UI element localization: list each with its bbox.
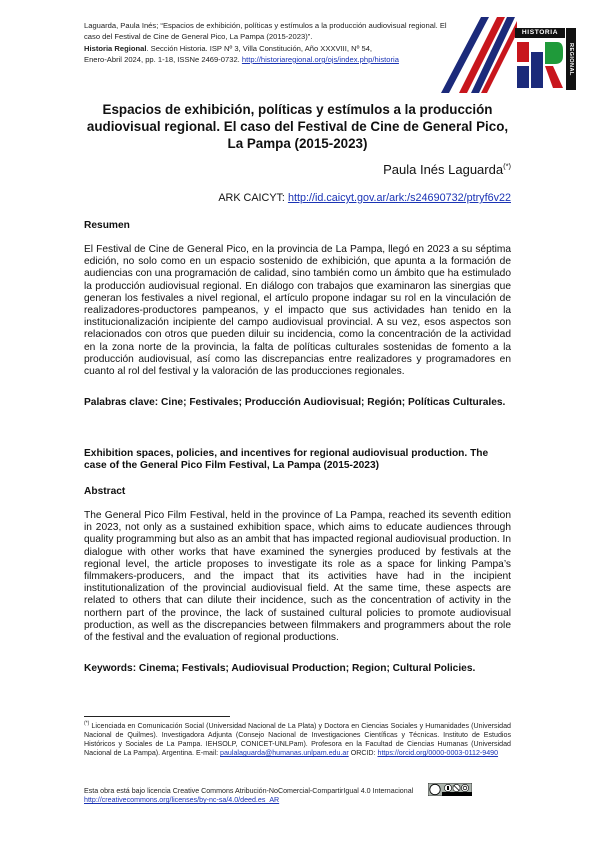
- citation-line-3-rest: . Sección Historia. ISP Nº 3, Villa Constitución, Año XXXVIII, Nº 54,: [146, 43, 373, 53]
- historia-regional-logo: [515, 28, 579, 90]
- citation-issn: Enero-Abril 2024, pp. 1-18, ISSNe 2469-0732.: [84, 54, 242, 64]
- footnote-mark: (*): [84, 720, 90, 727]
- cc-by-nc-sa-badge-icon[interactable]: [428, 783, 472, 796]
- journal-name: Historia Regional: [84, 43, 147, 53]
- resumen-heading: Resumen: [84, 220, 130, 231]
- license-link[interactable]: http://creativecommons.org/licenses/by-nc-sa/4.0/deed.es_AR: [84, 796, 280, 805]
- abstract-text: The General Pico Film Festival, held in the province of La Pampa, reached its seventh edition in 2023, not only as a sustained exhibition space, which aims to educate audiences through quality programming but also as an ambit that has impacted regional audiovisual production. In dialogue with other works that have examined the synergies produced by festivals at the regional level, the article proposes to investigate its role as a space for linking Pampa’s filmmakers-producers, and the impact that its activities have had in the incipient institutionalization of the provincial audiovisual field. At the same time, these aspects are related to others that can dilute their incidence, such as the concentration of activity in the northern part of the province, the lack of sustained cultural policies to promote audiovisual production, as well as the discrepancies between filmmakers and programmers about the role of the festival and the evaluation of regional productions.: [84, 510, 511, 644]
- citation-line-1: Laguarda, Paula Inés; “Espacios de exhibición, políticas y estímulos a la producción audiovisual regional. El: [84, 21, 447, 30]
- author-email-link[interactable]: paulalaguarda@humanas.unlpam.edu.ar: [220, 749, 349, 758]
- citation-line-4: [84, 54, 456, 65]
- ark-label: ARK CAICYT:: [218, 192, 288, 204]
- hr-emblem-icon: [517, 42, 563, 88]
- orcid-link[interactable]: https://orcid.org/0000-0003-0112-9490: [377, 749, 499, 758]
- author-footnote-mark: (*): [503, 161, 511, 171]
- abstract-heading: Abstract: [84, 486, 126, 497]
- logo-vertical-text: REGIONAL: [566, 28, 576, 90]
- journal-link[interactable]: http://historiaregional.org/ojs/index.php/historia: [241, 54, 399, 64]
- ark-identifier: [218, 192, 511, 204]
- license-notice: [84, 787, 484, 805]
- palabras-clave: Palabras clave: Cine; Festivales; Producción Audiovisual; Región; Políticas Culturales.: [84, 397, 506, 408]
- footnote-text: Licenciada en Comunicación Social (Universidad Nacional de La Plata) y Doctora en Ciencias Sociales y Humanidades (Universidad Nacional de Quilmes). Investigadora Adjunta (Consejo Nacional de Investigaciones Científicas y Técnicas. Instituto de Estudios Históricos y Sociales de La Pampa. IEHSOLP, CONICET-UNLPam). Profesora en la Facultad de Ciencias Humanas (Universidad Nacional de La Pampa). Argentina. E-mail:: [84, 722, 511, 758]
- author-text: Paula Inés Laguarda: [383, 162, 504, 177]
- citation-header: [84, 20, 456, 65]
- decorative-stripes: [435, 17, 517, 93]
- article-title: Espacios de exhibición, políticas y estímulos a la producción audiovisual regional. El caso del Festival de Cine de General Pico, La Pampa (2015-2023): [86, 102, 509, 152]
- english-title: Exhibition spaces, policies, and incentives for regional audiovisual production. The case of the General Pico Film Festival, La Pampa (2015-2023): [84, 448, 489, 472]
- author-footnote: [84, 722, 511, 758]
- orcid-label: ORCID:: [348, 749, 378, 758]
- logo-title: HISTORIA: [515, 28, 565, 38]
- ark-link[interactable]: http://id.caicyt.gov.ar/ark:/s24690732/ptryf6v22: [287, 192, 511, 204]
- footnote-divider: [84, 716, 230, 717]
- resumen-text: El Festival de Cine de General Pico, en la provincia de La Pampa, llegó en 2023 a su séptima edición, no solo como en un espacio sostenido de exhibición, que apunta a la formación de audiencias con una programación de calidad, sino también como un ámbito que ha estimulado la producción audiovisual regional. En diálogo con trabajos que examinaron las sinergias que generan los festivales a nivel regional, el artículo propone indagar su rol en la vinculación de realizadores-productores pampeanos, y el impacto que sus actividades han tenido en la institucionalización incipiente del campo audiovisual provincial. A su vez, esos aspectos son relacionados con otros que pueden diluir su incidencia, como la concentración de la actividad en la zona norte de la provincia, la falta de políticas culturales sostenidas de fomento a la producción audiovisual, así como las discrepancias entre realizadores y programadores en cuanto al rol del festival y la valoración de las producciones regionales.: [84, 244, 512, 378]
- license-text: Esta obra está bajo licencia Creative Commons Atribución-NoComercial-CompartirIgual 4.0 Internacional: [84, 787, 414, 795]
- keywords: Keywords: Cinema; Festivals; Audiovisual Production; Region; Cultural Policies.: [84, 663, 476, 674]
- citation-line-3: [84, 43, 456, 54]
- author-name: [383, 162, 511, 177]
- citation-line-2: caso del Festival de Cine de General Pico, La Pampa (2015-2023)”.: [84, 32, 313, 42]
